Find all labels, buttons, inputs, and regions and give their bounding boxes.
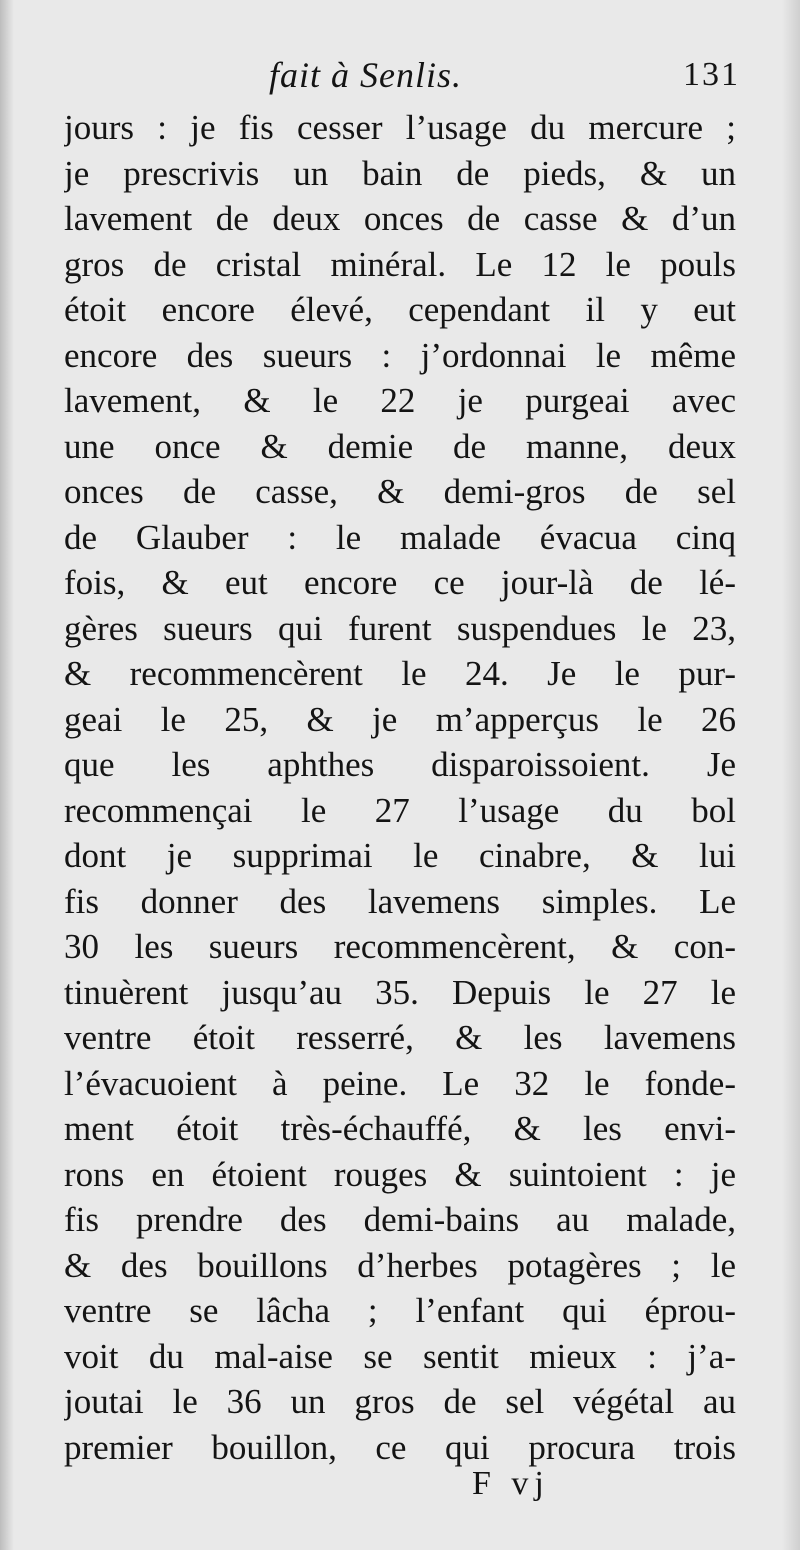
text-line: ventre étoit resserré, & les lavemens <box>64 1018 736 1057</box>
text-line: & recommencèrent le 24. Je le pur- <box>64 654 736 693</box>
text-line: encore des sueurs : j’ordonnai le même <box>64 335 736 375</box>
page-edge-left <box>0 0 14 1550</box>
text-line: gros de cristal minéral. Le 12 le pouls <box>64 244 736 284</box>
text-line: tinuèrent jusqu’au 35. Depuis le 27 le <box>64 972 736 1012</box>
text-line: 30 les sueurs recommencèrent, & con- <box>64 927 736 966</box>
page-number: 131 <box>683 56 740 93</box>
text-line: gères sueurs qui furent suspendues le 23, <box>64 608 736 648</box>
page-edge-right <box>782 0 800 1550</box>
text-line: fis prendre des demi-bains au malade, <box>64 1200 736 1239</box>
text-line: recommençai le 27 l’usage du bol <box>64 790 736 830</box>
text-line: ventre se lâcha ; l’enfant qui éprou- <box>64 1291 736 1330</box>
text-line: fois, & eut encore ce jour-là de lé- <box>64 563 736 602</box>
text-line: & des bouillons d’herbes potagères ; le <box>64 1245 736 1285</box>
text-line: l’évacuoient à peine. Le 32 le fonde- <box>64 1063 736 1103</box>
text-line: jours : je fis cesser l’usage du mercure ; <box>64 108 736 147</box>
text-line: rons en étoient rouges & suintoient : je <box>64 1154 736 1194</box>
text-line: premier bouillon, ce qui procura trois <box>64 1427 736 1467</box>
text-line: lavement, & le 22 je purgeai avec <box>64 381 736 420</box>
text-line: que les aphthes disparoissoient. Je <box>64 745 736 784</box>
text-line: voit du mal-aise se sentit mieux : j’a- <box>64 1336 736 1376</box>
body-text <box>64 105 736 1470</box>
page-header <box>64 48 740 104</box>
text-line: joutai le 36 un gros de sel végétal au <box>64 1382 736 1421</box>
text-line: une once & demie de manne, deux <box>64 426 736 466</box>
running-head: fait à Senlis. <box>269 55 462 95</box>
signature-mark: F vj <box>472 1465 550 1502</box>
text-line: de Glauber : le malade évacua cinq <box>64 517 736 557</box>
text-line: ment étoit très-échauffé, & les envi- <box>64 1109 736 1148</box>
text-line: je prescrivis un bain de pieds, & un <box>64 153 736 193</box>
text-line: étoit encore élevé, cependant il y eut <box>64 290 736 329</box>
text-line: onces de casse, & demi-gros de sel <box>64 472 736 511</box>
text-line: dont je supprimai le cinabre, & lui <box>64 836 736 875</box>
text-line: fis donner des lavemens simples. Le <box>64 881 736 921</box>
text-line: lavement de deux onces de casse & d’un <box>64 199 736 238</box>
text-line: geai le 25, & je m’apperçus le 26 <box>64 699 736 739</box>
